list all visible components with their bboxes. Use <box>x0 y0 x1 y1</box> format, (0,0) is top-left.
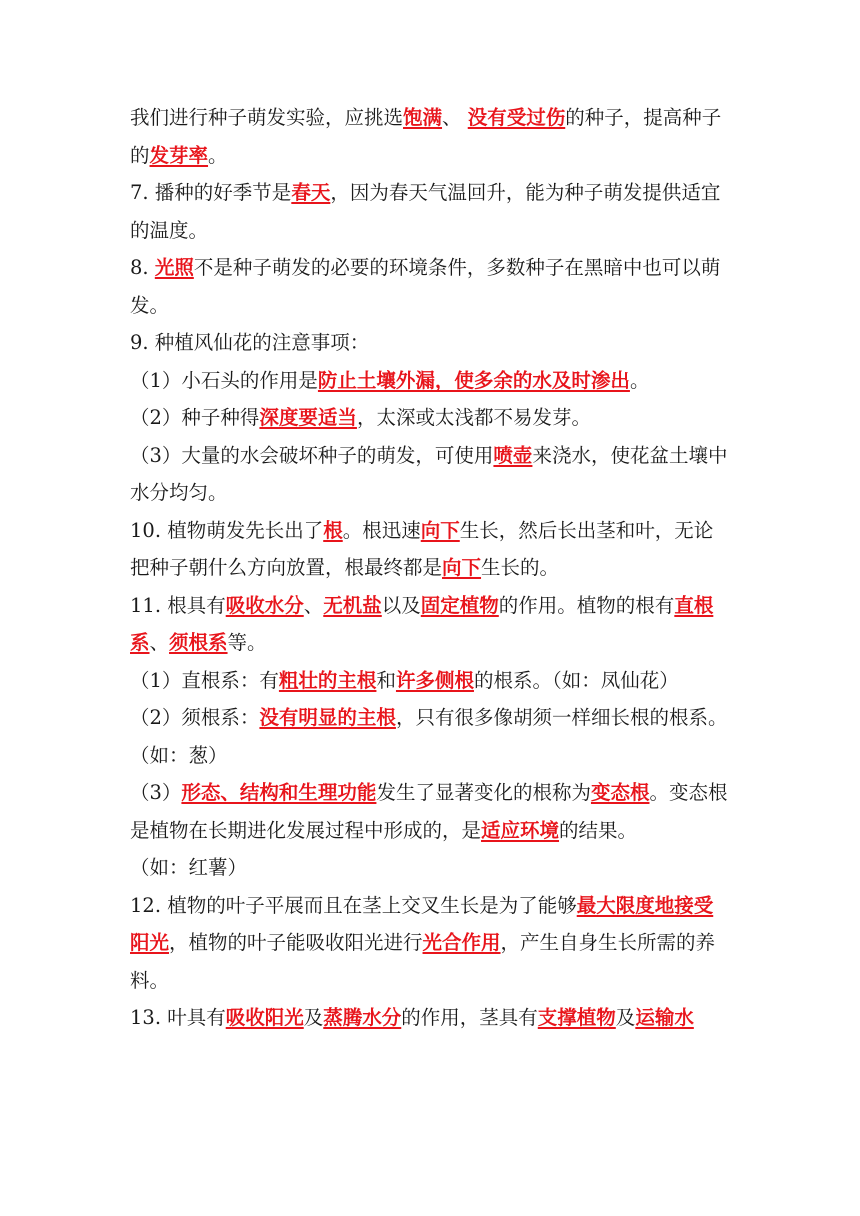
body-text: 8. <box>130 256 155 279</box>
paragraph <box>130 887 730 1000</box>
highlighted-answer: 防止土壤外漏，使多余的水及时渗出 <box>317 368 630 392</box>
highlighted-answer: 粗壮的主根 <box>278 668 377 692</box>
body-text: 及 <box>615 1006 636 1029</box>
highlighted-answer: 春天 <box>291 181 331 204</box>
paragraph <box>130 362 730 400</box>
body-text: （1）小石头的作用是 <box>130 368 318 392</box>
body-text: 13. 叶具有 <box>130 1006 226 1029</box>
paragraph <box>130 662 730 700</box>
highlighted-answer: 向下 <box>442 556 482 579</box>
body-text: 生长，然后长出茎和叶，无论把种子朝什么方向放置，根最终都是 <box>130 518 714 579</box>
body-text: （1）直根系：有 <box>130 668 279 692</box>
body-text: （3） <box>130 781 182 804</box>
highlighted-answer: 运输水 <box>635 1006 694 1029</box>
body-text: 不是种子萌发的必要的环境条件，多数种子在黑暗中也可以萌发。 <box>130 256 721 317</box>
highlighted-answer: 最大限度地接受阳光 <box>130 893 714 954</box>
highlighted-answer: 光合作用 <box>422 931 501 954</box>
body-text: 10. 植物萌发先长出了 <box>130 518 324 542</box>
highlighted-answer: 许多侧根 <box>395 668 474 692</box>
paragraph <box>130 249 730 324</box>
paragraph <box>130 999 730 1037</box>
highlighted-answer: 向下 <box>420 518 460 542</box>
highlighted-answer: 喷壶 <box>493 443 533 467</box>
highlighted-answer: 深度要适当 <box>259 406 357 429</box>
body-text: 7. 播种的好季节是 <box>130 181 292 204</box>
highlighted-answer: 须根系 <box>169 631 228 654</box>
body-text: 。 <box>629 368 650 392</box>
highlighted-answer: 没有明显的主根 <box>259 706 396 729</box>
body-text: 生长的。 <box>481 556 560 579</box>
highlighted-answer: 支撑植物 <box>537 1006 616 1029</box>
body-text: ，太深或太浅都不易发芽。 <box>356 406 591 429</box>
body-text: （3）大量的水会破坏种子的萌发，可使用 <box>130 443 494 467</box>
body-text: 我们进行种子萌发实验，应挑选 <box>130 106 404 129</box>
body-text: 12. 植物的叶子平展而且在茎上交叉生长是为了能够 <box>130 893 577 917</box>
highlighted-answer: 根 <box>323 518 343 542</box>
body-text: 等。 <box>227 631 267 654</box>
body-text: 。 <box>208 143 228 167</box>
body-text: 发生了显著变化的根称为 <box>376 781 591 804</box>
body-text: 来浇水，使花盆土壤中水分均匀。 <box>130 443 728 504</box>
paragraph <box>130 99 730 174</box>
paragraph <box>130 437 730 512</box>
highlighted-answer: 吸收阳光 <box>225 1006 304 1029</box>
body-text: （2）须根系： <box>130 706 260 729</box>
body-text: 、 <box>149 631 170 654</box>
highlighted-answer: 发芽率 <box>149 143 209 167</box>
body-text: （2）种子种得 <box>130 406 260 429</box>
body-text: 、 <box>442 106 468 129</box>
highlighted-answer: 饱满 <box>403 106 443 129</box>
highlighted-answer: 蒸腾水分 <box>323 1006 402 1029</box>
paragraph <box>130 587 730 662</box>
body-text: （如：红薯） <box>130 856 248 879</box>
paragraph <box>130 174 730 249</box>
document-body <box>130 99 730 1037</box>
body-text: 。变态根是植物在长期进化发展过程中形成的，是 <box>130 781 728 842</box>
highlighted-answer: 变态根 <box>590 781 650 804</box>
highlighted-answer: 形态、结构和生理功能 <box>181 781 377 804</box>
highlighted-answer: 没有受过伤 <box>467 106 566 129</box>
paragraph <box>130 774 730 849</box>
highlighted-answer: 固定植物 <box>420 593 499 617</box>
body-text: 9. 种植风仙花的注意事项： <box>130 331 370 354</box>
body-text: ，植物的叶子能吸收阳光进行 <box>169 931 423 954</box>
paragraph <box>130 324 730 362</box>
highlighted-answer: 直根系 <box>130 593 714 654</box>
body-text: 及 <box>303 1006 324 1029</box>
paragraph <box>130 512 730 587</box>
body-text: 11. 根具有 <box>130 593 226 617</box>
paragraph <box>130 849 730 887</box>
paragraph <box>130 699 730 774</box>
body-text: 以及 <box>381 593 421 617</box>
body-text: ，只有很多像胡须一样细长根的根系。（如：葱） <box>130 706 728 767</box>
highlighted-answer: 无机盐 <box>323 593 382 617</box>
body-text: 、 <box>303 593 324 617</box>
body-text: ，产生自身生长所需的养料。 <box>130 931 716 992</box>
body-text: 的种子，提高种子的 <box>130 106 722 167</box>
paragraph <box>130 399 730 437</box>
body-text: 的作用。植物的根有 <box>498 593 675 617</box>
body-text: 。根迅速 <box>342 518 421 542</box>
body-text: 的结果。 <box>559 818 638 842</box>
highlighted-answer: 吸收水分 <box>225 593 304 617</box>
body-text: 的作用，茎具有 <box>401 1006 538 1029</box>
highlighted-answer: 适应环境 <box>481 818 560 842</box>
body-text: 和 <box>376 668 396 692</box>
body-text: 的根系。（如：凤仙花） <box>473 668 679 692</box>
highlighted-answer: 光照 <box>154 256 194 279</box>
body-text: ，因为春天气温回升，能为种子萌发提供适宜的温度。 <box>130 181 721 242</box>
